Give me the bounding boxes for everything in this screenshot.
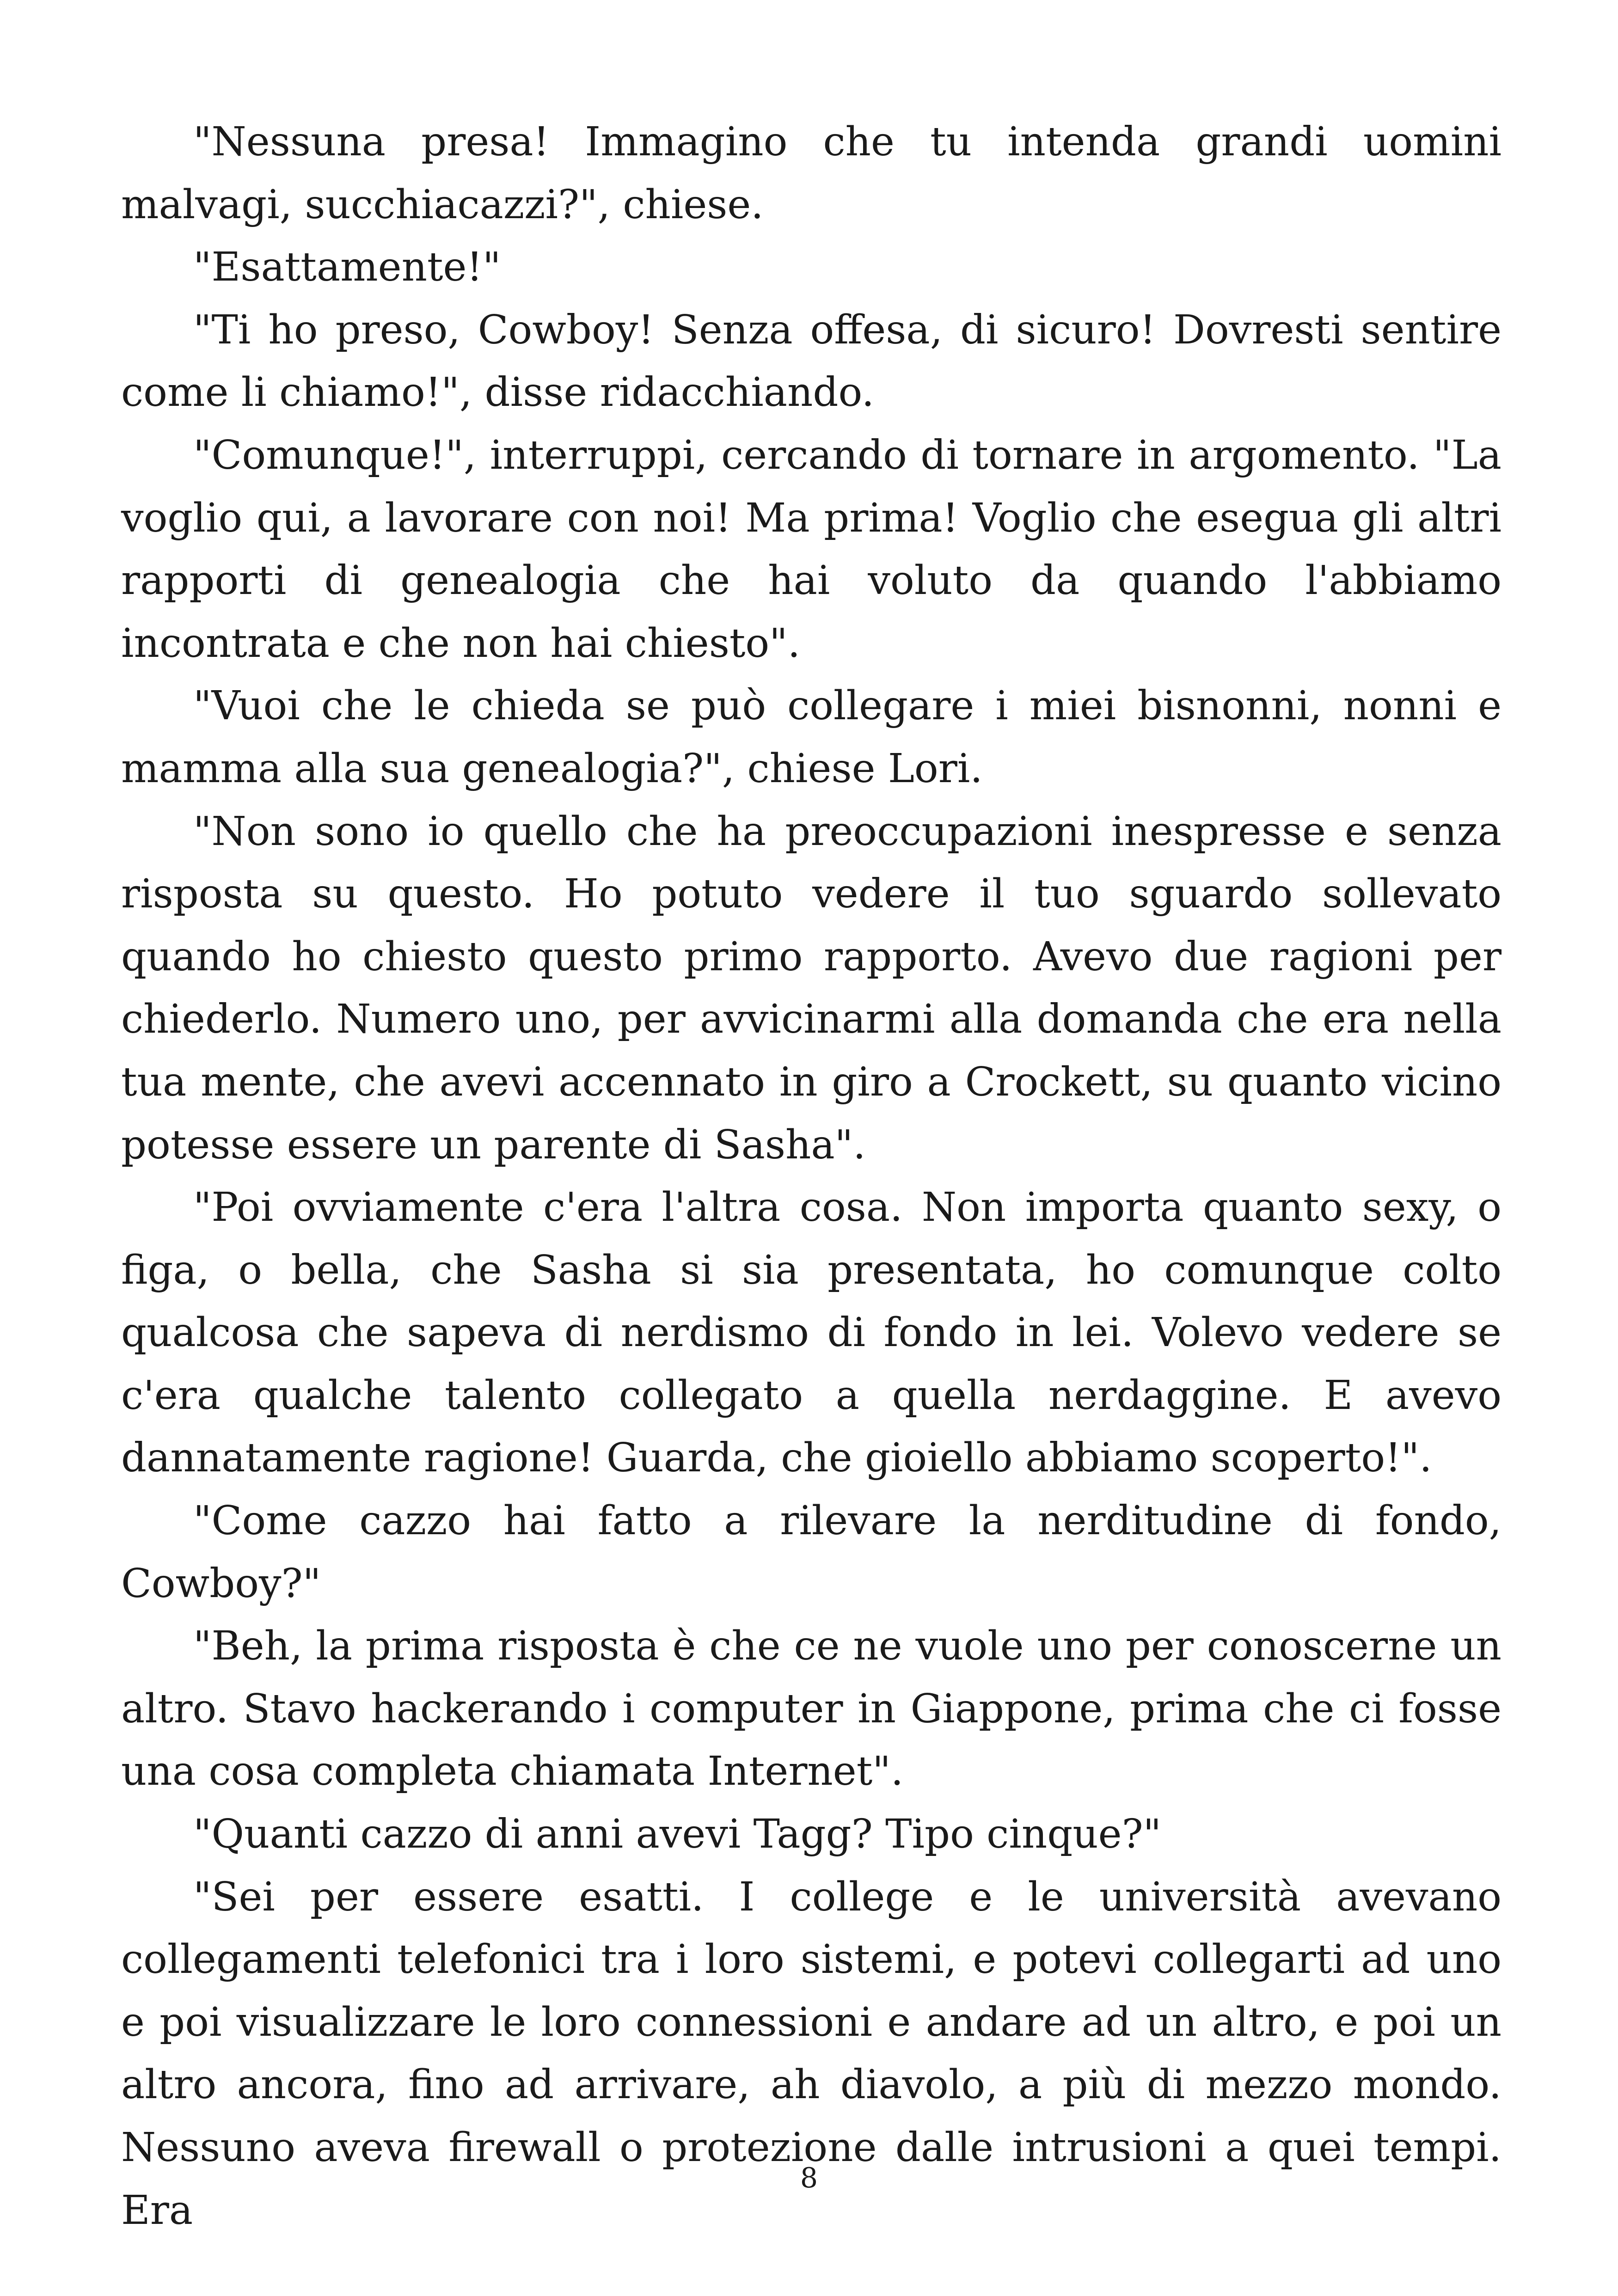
paragraph: "Non sono io quello che ha preoccupazioni inespresse e senza risposta su questo. Ho potuto vedere il tuo sguardo sollevato quando ho chiesto questo primo rapporto. Avevo due ragioni per chiederlo. Numero uno, per avvicinarmi alla domanda che era nella tua mente, che avevi accennato in giro a Crockett, su quanto vicino potesse essere un parente di Sasha". — [121, 808, 1502, 1168]
paragraph: "Ti ho preso, Cowboy! Senza offesa, di sicuro! Dovresti sentire come li chiamo!", disse ridacchiando. — [121, 306, 1502, 416]
paragraph: "Comunque!", interruppi, cercando di tornare in argomento. "La voglio qui, a lavorare con noi! Ma prima! Voglio che esegua gli altri rapporti di genealogia che hai voluto da quando l'abbiamo incontrata e che non hai chiesto". — [121, 432, 1502, 667]
paragraph: "Nessuna presa! Immagino che tu intenda grandi uomini malvagi, succhiacazzi?", chiese. — [121, 119, 1502, 228]
page-number: 8 — [800, 2162, 818, 2194]
page-body-text — [121, 111, 1502, 2242]
paragraph: "Come cazzo hai fatto a rilevare la nerditudine di fondo, Cowboy?" — [121, 1498, 1502, 1607]
paragraph-last: "Sei per essere esatti. I college e le università avevano collegamenti telefonici tra i loro sistemi, e potevi collegarti ad uno e poi visualizzare le loro connessioni e andare ad un altro, e poi un altro ancora, fino ad arrivare, ah diavolo, a più di mezzo mondo. Nessuno aveva firewall o protezione dalle intrusioni a quei tempi. Era — [121, 1874, 1502, 2234]
paragraph: "Beh, la prima risposta è che ce ne vuole uno per conoscerne un altro. Stavo hackerando i computer in Giappone, prima che ci fosse una cosa completa chiamata Internet". — [121, 1623, 1502, 1795]
paragraph: "Poi ovviamente c'era l'altra cosa. Non importa quanto sexy, o figa, o bella, che Sasha si sia presentata, ho comunque colto qualcosa che sapeva di nerdismo di fondo in lei. Volevo vedere se c'era qualche talento collegato a quella nerdaggine. E avevo dannatamente ragione! Guarda, che gioiello abbiamo scoperto!". — [121, 1184, 1502, 1482]
paragraph: "Esattamente!" — [193, 244, 501, 291]
paragraph: "Vuoi che le chieda se può collegare i miei bisnonni, nonni e mamma alla sua genealogia?", chiese Lori. — [121, 683, 1502, 792]
paragraph: "Quanti cazzo di anni avevi Tagg? Tipo cinque?" — [193, 1811, 1162, 1858]
